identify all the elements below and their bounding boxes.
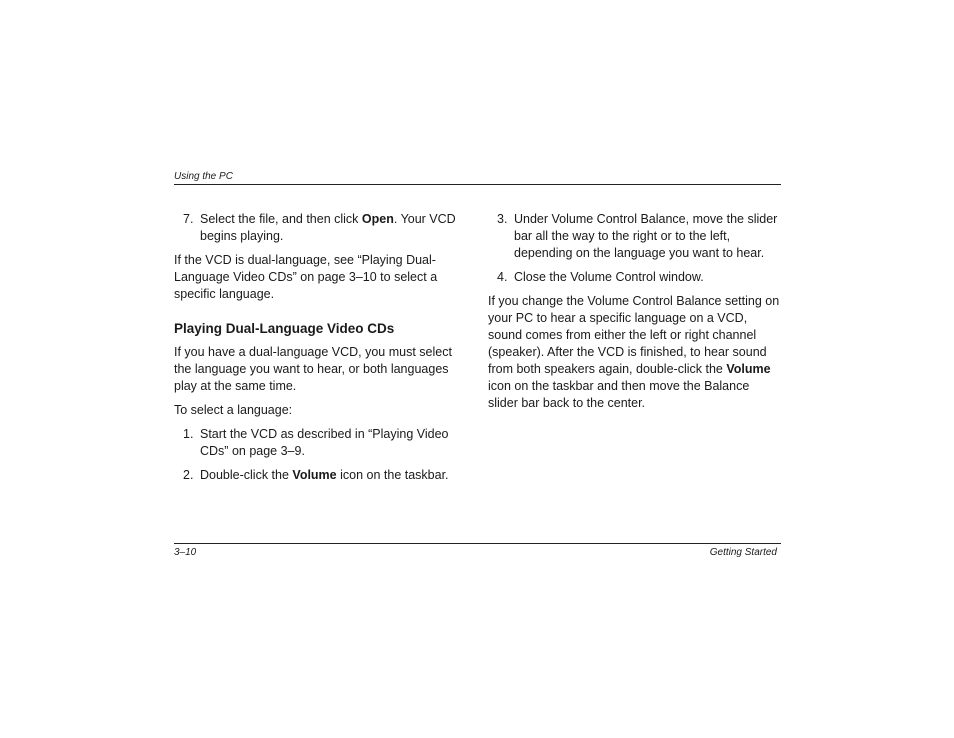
running-header: Using the PC xyxy=(174,171,233,182)
open-command: Open xyxy=(361,212,394,226)
step-number: 4. xyxy=(497,270,508,284)
page-number: 3–10 xyxy=(174,547,197,558)
left-column xyxy=(174,211,466,491)
step-3 xyxy=(488,211,781,262)
step-7 xyxy=(174,211,466,245)
step-text: Under Volume Control Balance, move the slider bar all the way to the right or to the left, depending on the language you want to hear. xyxy=(514,212,778,260)
balance-paragraph xyxy=(488,293,781,412)
section-heading: Playing Dual-Language Video CDs xyxy=(174,321,395,336)
footer-rule xyxy=(174,543,781,544)
paragraph-text: icon on the taskbar and then move the Balance slider bar back to the center. xyxy=(488,379,750,410)
step-text: Select the file, and then click xyxy=(200,212,362,226)
header-rule xyxy=(174,184,781,185)
step-text: Double-click the xyxy=(200,468,293,482)
book-title: Getting Started xyxy=(709,547,777,558)
step-number: 3. xyxy=(497,212,508,226)
volume-command: Volume xyxy=(726,362,771,376)
step-4 xyxy=(488,269,781,286)
instruction-lead: To select a language: xyxy=(174,403,293,417)
dual-language-note: If the VCD is dual-language, see “Playing Dual-Language Video CDs” on page 3–10 to select a specific language. xyxy=(174,253,438,301)
step-number: 7. xyxy=(183,212,194,226)
right-column xyxy=(488,211,781,419)
paragraph-text: If you change the Volume Control Balance setting on your PC to hear a specific language on a VCD, sound comes from either the left or right channel (speaker). After the VCD is finished, to hear sound from both speakers again, double-click the xyxy=(488,294,780,376)
volume-command: Volume xyxy=(292,468,337,482)
step-number: 2. xyxy=(183,468,194,482)
step-text: icon on the taskbar. xyxy=(336,468,449,482)
step-text: . Your VCD begins playing. xyxy=(200,212,456,243)
step-2 xyxy=(174,467,466,484)
step-number: 1. xyxy=(183,427,194,441)
step-1 xyxy=(174,426,466,460)
intro-paragraph: If you have a dual-language VCD, you must select the language you want to hear, or both languages play at the same time. xyxy=(174,345,452,393)
step-text: Start the VCD as described in “Playing Video CDs” on page 3–9. xyxy=(200,427,449,458)
step-text: Close the Volume Control window. xyxy=(514,270,704,284)
